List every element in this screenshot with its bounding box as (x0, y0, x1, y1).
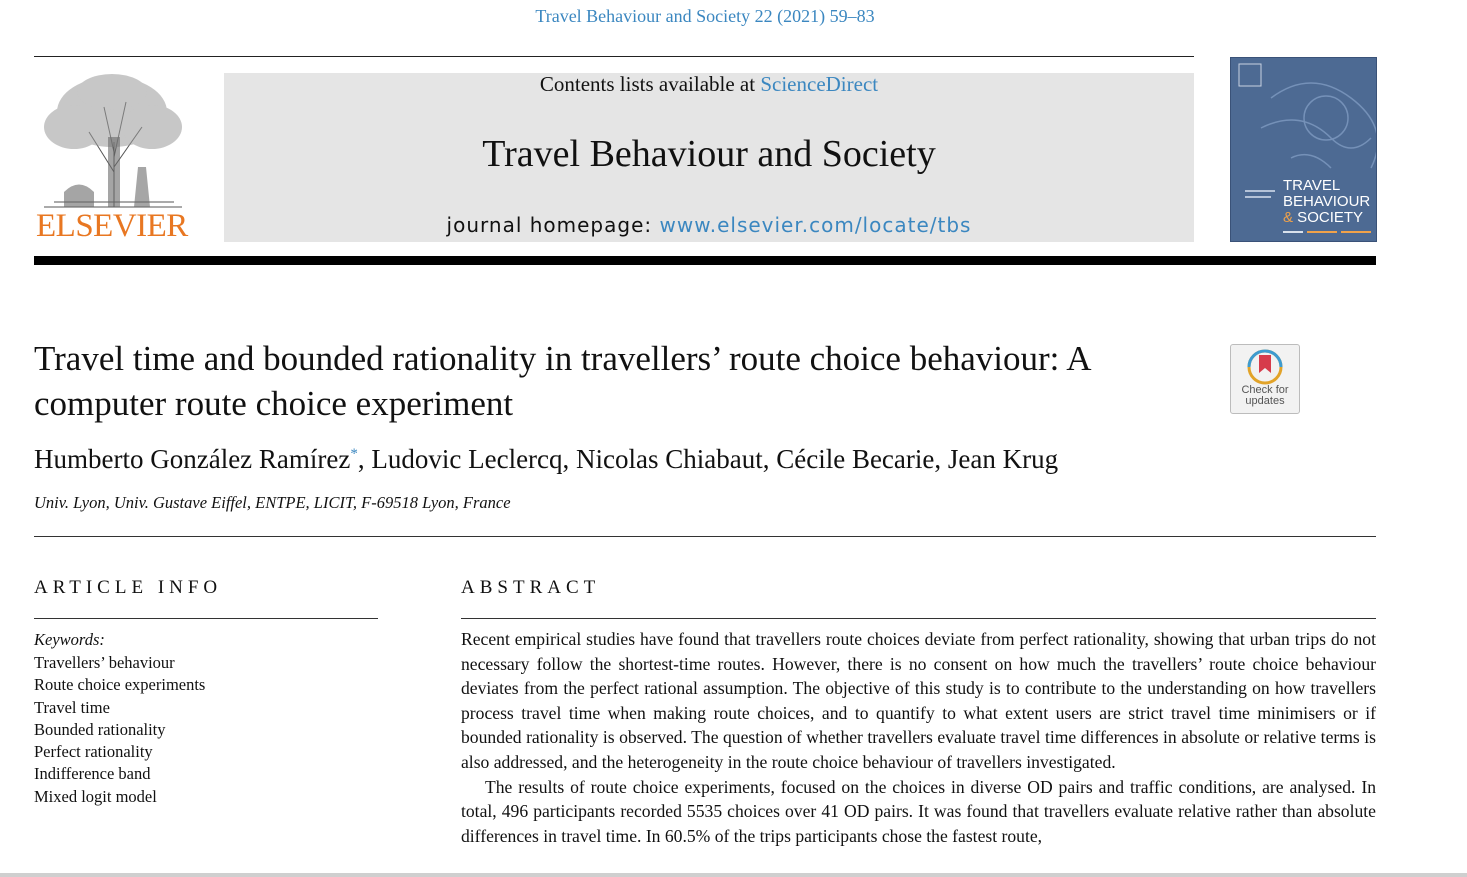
cover-editor-line (1283, 230, 1375, 234)
keyword: Route choice experiments (34, 675, 206, 695)
author-rest: , Ludovic Leclercq, Nicolas Chiabaut, Cécile Becarie, Jean Krug (357, 444, 1059, 474)
affiliation: Univ. Lyon, Univ. Gustave Eiffel, ENTPE, LICIT, F-69518 Lyon, France (34, 493, 511, 512)
keyword: Indifference band (34, 764, 151, 784)
check-for-updates-line1: Check for (1241, 384, 1289, 396)
viewport-bottom-edge (0, 873, 1467, 877)
header-thick-rule (34, 256, 1376, 265)
keywords-list (34, 652, 205, 808)
abstract-rule (461, 618, 1376, 619)
journal-cover[interactable] (1230, 57, 1377, 242)
cover-title-line2: BEHAVIOUR (1283, 193, 1371, 210)
elsevier-logo (34, 72, 188, 244)
elsevier-tree-icon (34, 72, 188, 212)
check-for-updates-line2: updates (1245, 395, 1285, 407)
keyword: Perfect rationality (34, 742, 153, 762)
abstract-body (461, 627, 1376, 848)
keyword: Mixed logit model (34, 786, 157, 806)
cover-title (1283, 178, 1370, 226)
journal-reference-link[interactable]: Travel Behaviour and Society 22 (2021) 59–83 (535, 6, 875, 26)
section-divider (34, 536, 1376, 537)
cover-title-line3 (1283, 210, 1370, 226)
homepage-prefix: journal homepage: (446, 213, 660, 237)
cover-title-society: SOCIETY (1293, 209, 1364, 226)
author-list (34, 444, 1058, 475)
journal-reference[interactable] (0, 6, 1410, 27)
top-divider (34, 56, 1194, 57)
abstract-heading: ABSTRACT (461, 577, 601, 598)
keywords-label: Keywords: (34, 630, 105, 649)
article-info-heading: ARTICLE INFO (34, 577, 223, 598)
journal-name: Travel Behaviour and Society (482, 133, 936, 175)
homepage-link[interactable]: www.elsevier.com/locate/tbs (659, 213, 972, 237)
journal-homepage (224, 213, 1194, 237)
elsevier-wordmark: ELSEVIER (36, 208, 188, 244)
cover-ampersand: & (1283, 209, 1294, 226)
article-info-rule (34, 618, 378, 619)
abstract-paragraph: Recent empirical studies have found that travellers route choices deviate from perfect rationality, showing that urban trips do not necessary follow the shortest-time routes. However, there is no consent on how much the travellers’ route choice behaviour deviates from the perfect rational assumption. The objective of this study is to contribute to the understanding on how travellers process travel time when making route choices, and to quantify to what extent users are strict travel time minimisers or if bounded rationality is observed. The question of whether travellers evaluate travel time differences in absolute or relative terms is also addressed, and the heterogeneity in the route choice behaviour of travellers investigated. (461, 629, 1376, 772)
abstract-paragraph: The results of route choice experiments, focused on the choices in diverse OD pairs and traffic conditions, are analysed. In total, 496 participants recorded 5535 choices over 41 OD pairs. It was found that travellers evaluate relative rather than absolute differences in travel time. In 60.5% of the trips participants chose the fastest route, (461, 776, 1376, 846)
author-first[interactable]: Humberto González Ramírez (34, 444, 351, 474)
check-for-updates-button[interactable] (1230, 344, 1300, 414)
keyword: Bounded rationality (34, 719, 166, 739)
cover-title-line1: TRAVEL (1283, 177, 1341, 194)
crossmark-icon (1246, 349, 1284, 385)
sciencedirect-link[interactable]: ScienceDirect (760, 72, 879, 96)
corresponding-author-mark[interactable]: * (350, 446, 358, 462)
keyword: Travel time (34, 697, 110, 717)
contents-prefix: Contents lists available at (539, 72, 761, 96)
contents-line (224, 72, 1194, 97)
article-title: Travel time and bounded rationality in travellers’ route choice behaviour: A computer route choice experiment (34, 339, 1090, 423)
check-for-updates-label (1231, 385, 1299, 407)
keyword: Travellers’ behaviour (34, 653, 175, 672)
